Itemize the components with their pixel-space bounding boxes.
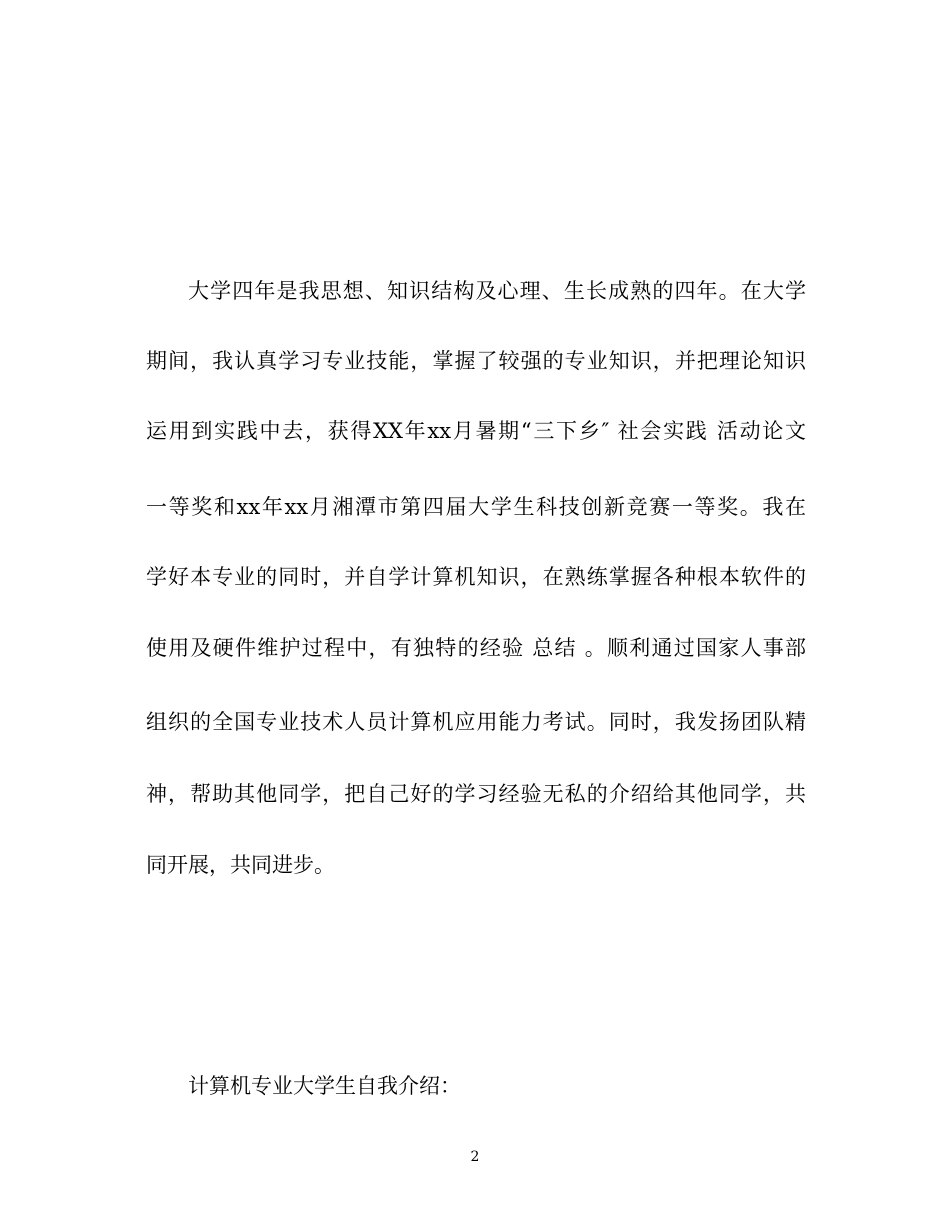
paragraph-line: 期间，我认真学习专业技能，掌握了较强的专业知识，并把理论知识	[146, 349, 806, 373]
paragraph-line: 同开展，共同进步。	[146, 853, 335, 877]
paragraph-line: 运用到实践中去，获得XX年xx月暑期“三下乡″ 社会实践 活动论文	[146, 419, 806, 443]
paragraph-line: 组织的全国专业技术人员计算机应用能力考试。同时，我发扬团队精	[146, 710, 806, 734]
paragraph-line: 使用及硬件维护过程中，有独特的经验 总结 。顺利通过国家人事部	[146, 636, 806, 660]
page-number: 2	[470, 1149, 480, 1165]
paragraph-line: 一等奖和xx年xx月湘潭市第四届大学生科技创新竞赛一等奖。我在	[146, 495, 806, 519]
section-intro-line: 计算机专业大学生自我介绍：	[188, 1074, 461, 1098]
paragraph-line: 神，帮助其他同学，把自己好的学习经验无私的介绍给其他同学，共	[146, 782, 806, 806]
paragraph-line: 大学四年是我思想、知识结构及心理、生长成熟的四年。在大学	[188, 279, 806, 303]
paragraph-line: 学好本专业的同时，并自学计算机知识，在熟练掌握各种根本软件的	[146, 565, 806, 589]
